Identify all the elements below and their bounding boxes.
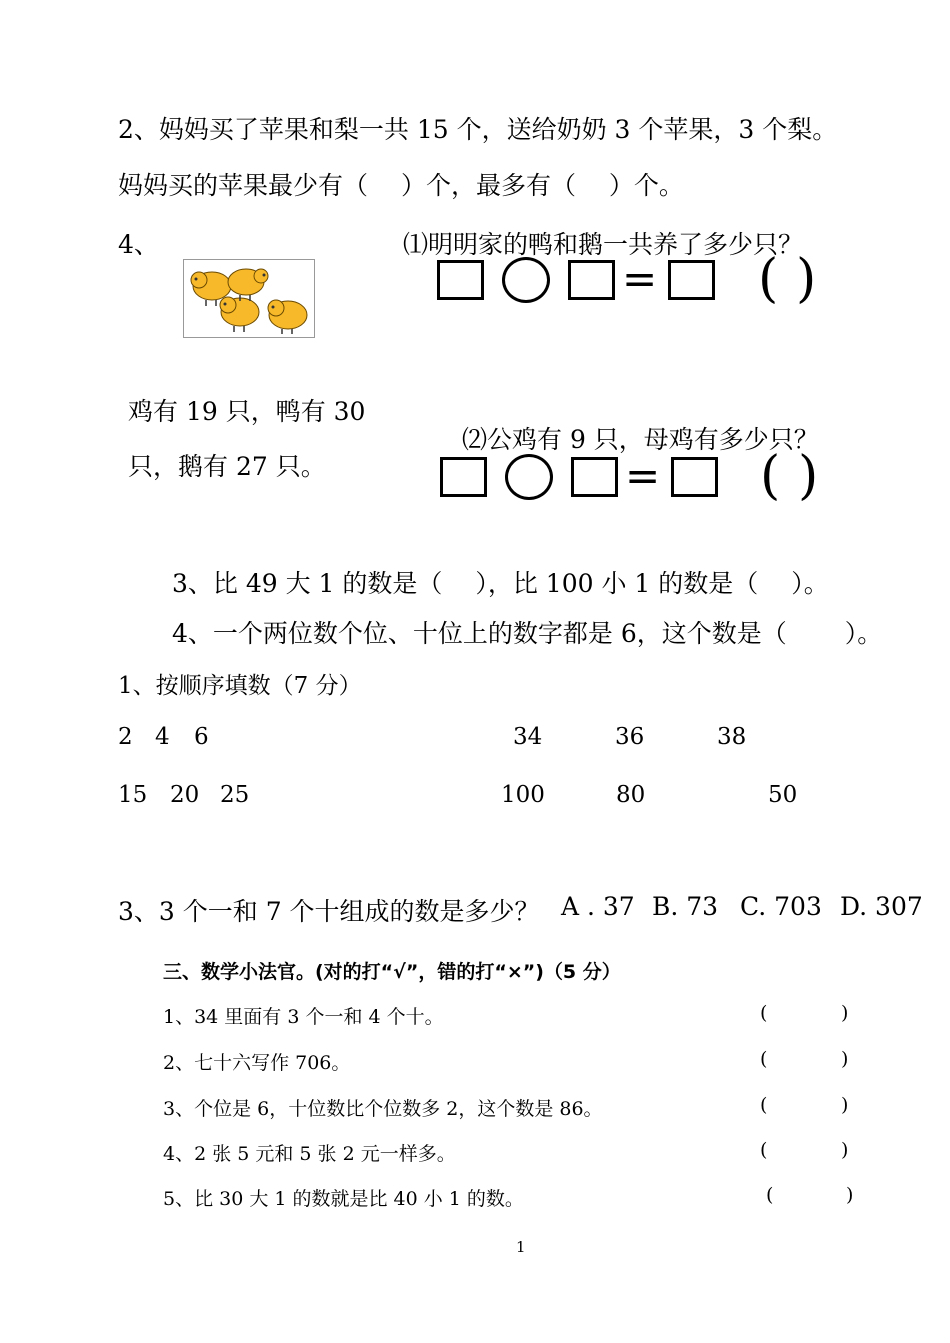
judge-paren-close[interactable]: ) (841, 1002, 849, 1024)
judge-section-title: 三、数学小法官。(对的打“√”，错的打“×”)（5 分） (163, 961, 621, 983)
page-number: 1 (516, 1238, 526, 1256)
answer-box[interactable] (671, 457, 718, 497)
judge-paren-open: ( (760, 1002, 768, 1024)
question-4-sub-1: ⑴明明家的鸭和鹅一共养了多少只？ (403, 230, 804, 259)
answer-box[interactable] (571, 457, 618, 497)
choice-option-a[interactable]: A . 37 (561, 892, 635, 921)
judge-paren-open: ( (766, 1184, 774, 1206)
judge-paren-close[interactable]: ) (846, 1184, 854, 1206)
equals-sign: = (622, 254, 658, 303)
seq-number: 50 (768, 782, 798, 808)
choice-option-c[interactable]: C. 703 (740, 892, 822, 921)
choice-question: 3、3 个一和 7 个十组成的数是多少？ (118, 897, 540, 926)
question-2-line-2: 妈妈买的苹果最少有（ ）个，最多有（ ）个。 (118, 171, 684, 200)
judge-item: 5、比 30 大 1 的数就是比 40 小 1 的数。 (163, 1188, 524, 1210)
judge-item: 2、七十六写作 706。 (163, 1052, 351, 1074)
seq-number: 20 (170, 782, 200, 808)
seq-number: 25 (220, 782, 250, 808)
seq-number: 34 (513, 724, 543, 750)
seq-number: 15 (118, 782, 148, 808)
unit-paren-open: ( (758, 249, 779, 309)
operator-circle[interactable] (505, 454, 553, 500)
judge-item: 4、2 张 5 元和 5 张 2 元一样多。 (163, 1143, 456, 1165)
question-4-label: 4、 (118, 230, 159, 259)
seq-number: 36 (615, 724, 645, 750)
operator-circle[interactable] (502, 257, 550, 303)
choice-option-d[interactable]: D. 307 (840, 892, 923, 921)
chick-picture (183, 259, 315, 338)
judge-item: 1、34 里面有 3 个一和 4 个十。 (163, 1006, 444, 1028)
seq-number: 2 (118, 724, 133, 750)
judge-paren-close[interactable]: ) (841, 1048, 849, 1070)
unit-paren-close: ) (796, 249, 817, 309)
judge-paren-open: ( (760, 1048, 768, 1070)
answer-box[interactable] (437, 260, 484, 300)
judge-paren-close[interactable]: ) (841, 1094, 849, 1116)
seq-number: 4 (155, 724, 170, 750)
judge-paren-close[interactable]: ) (841, 1139, 849, 1161)
seq-number: 38 (717, 724, 747, 750)
equals-sign: = (625, 451, 661, 500)
judge-paren-open: ( (760, 1094, 768, 1116)
question-2-line-1: 2、妈妈买了苹果和梨一共 15 个，送给奶奶 3 个苹果，3 个梨。 (118, 115, 838, 144)
answer-box[interactable] (568, 260, 615, 300)
answer-box[interactable] (440, 457, 487, 497)
judge-item: 3、个位是 6，十位数比个位数多 2，这个数是 86。 (163, 1098, 603, 1120)
question-4-sub-2: ⑵公鸡有 9 只，母鸡有多少只？ (462, 425, 819, 454)
seq-number: 80 (616, 782, 646, 808)
answer-box[interactable] (668, 260, 715, 300)
fill-question-3: 3、比 49 大 1 的数是（ ），比 100 小 1 的数是（ ）。 (172, 569, 829, 598)
seq-number: 100 (501, 782, 545, 808)
seq-number: 6 (194, 724, 209, 750)
question-4-info-line-1: 鸡有 19 只，鸭有 30 (128, 397, 366, 426)
question-4-info-line-2: 只，鹅有 27 只。 (128, 452, 326, 481)
chick-icon (184, 260, 314, 337)
unit-paren-close: ) (798, 446, 819, 506)
judge-paren-open: ( (760, 1139, 768, 1161)
fill-question-4: 4、一个两位数个位、十位上的数字都是 6，这个数是（ ）。 (172, 619, 883, 648)
order-section-title: 1、按顺序填数（7 分） (118, 673, 362, 699)
unit-paren-open: ( (760, 446, 781, 506)
choice-option-b[interactable]: B. 73 (652, 892, 719, 921)
